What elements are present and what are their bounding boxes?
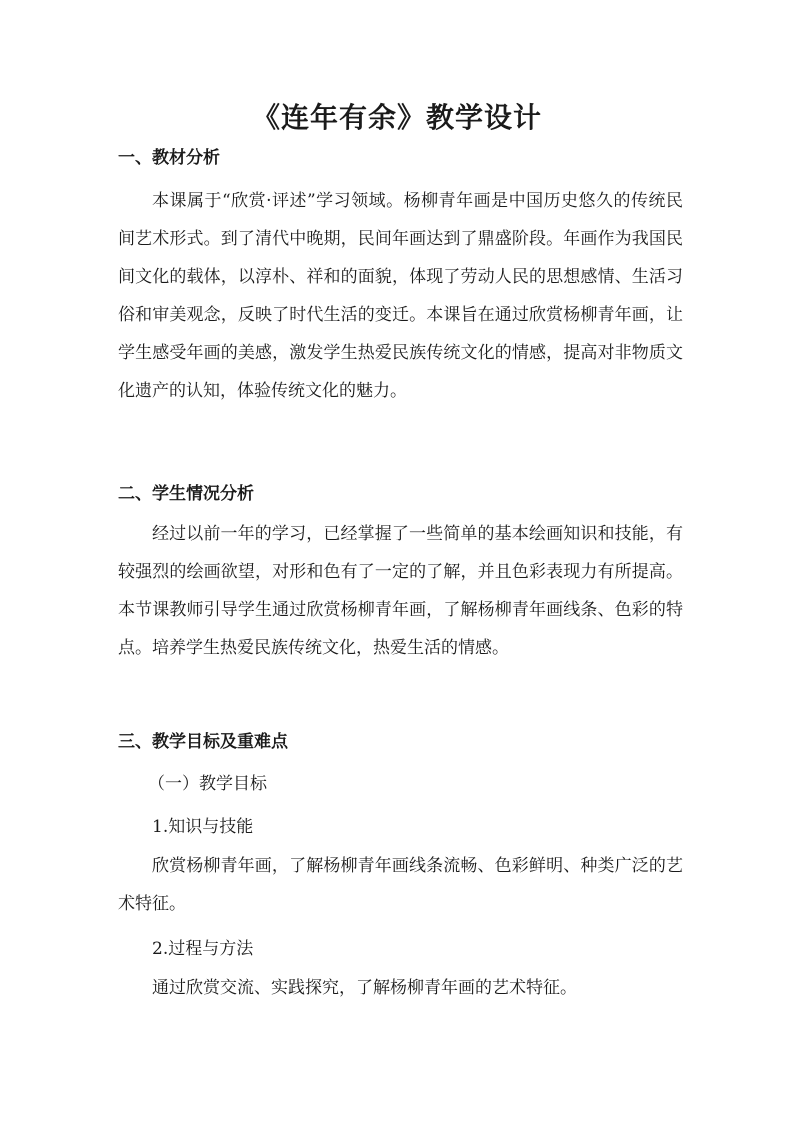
item-1-label <box>118 815 683 839</box>
item-1-paragraph <box>118 847 683 923</box>
section-paragraph-1 <box>118 182 683 410</box>
item-2-paragraph <box>118 969 683 1007</box>
section-paragraph-2 <box>118 515 683 667</box>
sub-heading-text: （一）教学目标 <box>148 774 267 794</box>
sub-heading-objectives <box>118 772 683 796</box>
section-heading-text: 三、教学目标及重难点 <box>118 732 288 752</box>
paragraph-text: 通过欣赏交流、实践探究，了解杨柳青年画的艺术特征。 <box>152 978 577 998</box>
document-title: 《连年有余》教学设计 <box>251 101 542 134</box>
item-2-label <box>118 937 683 961</box>
section-heading-text: 二、学生情况分析 <box>118 484 254 504</box>
paragraph-text: 欣赏杨柳青年画，了解杨柳青年画线条流畅、色彩鲜明、种类广泛的艺术特征。 <box>118 856 683 914</box>
section-heading-2 <box>118 482 683 506</box>
paragraph-text: 本课属于“欣赏·评述”学习领域。杨柳青年画是中国历史悠久的传统民间艺术形式。到了清代中晚期，民间年画达到了鼎盛阶段。年画作为我国民间文化的载体，以淳朴、祥和的面貌，体现了劳动人民的思想感情、生活习俗和审美观念，反映了时代生活的变迁。本课旨在通过欣赏杨柳青年画，让学生感受年画的美感，激发学生热爱民族传统文化的情感，提高对非物质文化遗产的认知，体验传统文化的魅力。 <box>118 191 683 401</box>
item-label-text: 1.知识与技能 <box>152 817 254 837</box>
section-heading-1 <box>118 146 683 170</box>
section-heading-text: 一、教材分析 <box>118 148 220 168</box>
item-label-text: 2.过程与方法 <box>152 939 254 959</box>
paragraph-text: 经过以前一年的学习，已经掌握了一些简单的基本绘画知识和技能，有较强烈的绘画欲望，对形和色有了一定的了解，并且色彩表现力有所提高。本节课教师引导学生通过欣赏杨柳青年画，了解杨柳青年画线条、色彩的特点。培养学生热爱民族传统文化，热爱生活的情感。 <box>118 524 683 658</box>
section-heading-3 <box>118 730 683 754</box>
